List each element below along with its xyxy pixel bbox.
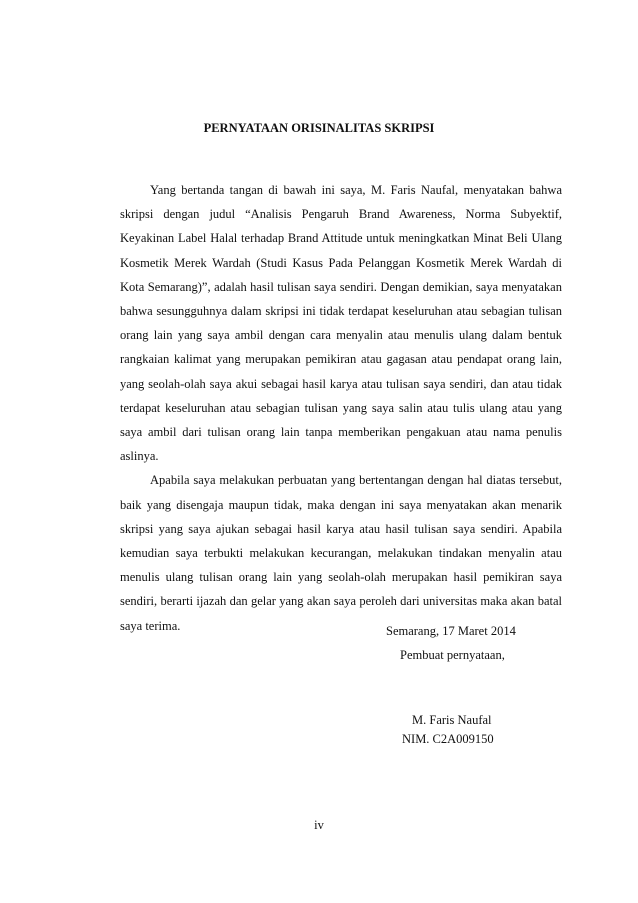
document-title: PERNYATAAN ORISINALITAS SKRIPSI: [203, 121, 435, 135]
signer-role: Pembuat pernyataan,: [400, 648, 505, 662]
statement-paragraph-2: Apabila saya melakukan perbuatan yang bertentangan dengan hal diatas tersebut, baik yang disengaja maupun tidak, maka dengan ini saya menyatakan akan menarik skripsi yang saya ajukan sebagai hasil karya atau hasil tulisan saya sendiri. Apabila kemudian saya terbukti melakukan kecurangan, melakukan tindakan menyalin atau menulis ulang tulisan orang lain yang seolah-olah merupakan hasil pemikiran saya sendiri, berarti ijazah dan gelar yang akan saya peroleh dari universitas maka akan batal saya terima.: [120, 473, 562, 633]
page-number: iv: [314, 818, 324, 832]
signer-name: M. Faris Naufal: [412, 713, 492, 727]
place-date: Semarang, 17 Maret 2014: [386, 624, 516, 638]
statement-paragraph-1: Yang bertanda tangan di bawah ini saya, M. Faris Naufal, menyatakan bahwa skripsi dengan judul “Analisis Pengaruh Brand Awareness, Norma Subyektif, Keyakinan Label Halal terhadap Brand Attitude untuk meningkatkan Minat Beli Ulang Kosmetik Merek Wardah (Studi Kasus Pada Pelanggan Kosmetik Merek Wardah di Kota Semarang)”, adalah hasil tulisan saya sendiri. Dengan demikian, saya menyatakan bahwa sesungguhnya dalam skripsi ini tidak terdapat keseluruhan atau sebagian tulisan orang lain yang saya ambil dengan cara menyalin atau menulis ulang dalam bentuk rangkaian kalimat yang merupakan pemikiran atau gagasan atau pendapat orang lain, yang seolah-olah saya akui sebagai hasil karya atau tulisan saya sendiri, dan atau tidak terdapat keseluruhan atau sebagian tulisan yang saya salin atau tulis ulang atau yang saya ambil dari tulisan orang lain tanpa memberikan pengakuan atau nama penulis aslinya.: [120, 183, 562, 464]
signer-nim: NIM. C2A009150: [402, 732, 494, 746]
statement-body: [120, 178, 562, 638]
